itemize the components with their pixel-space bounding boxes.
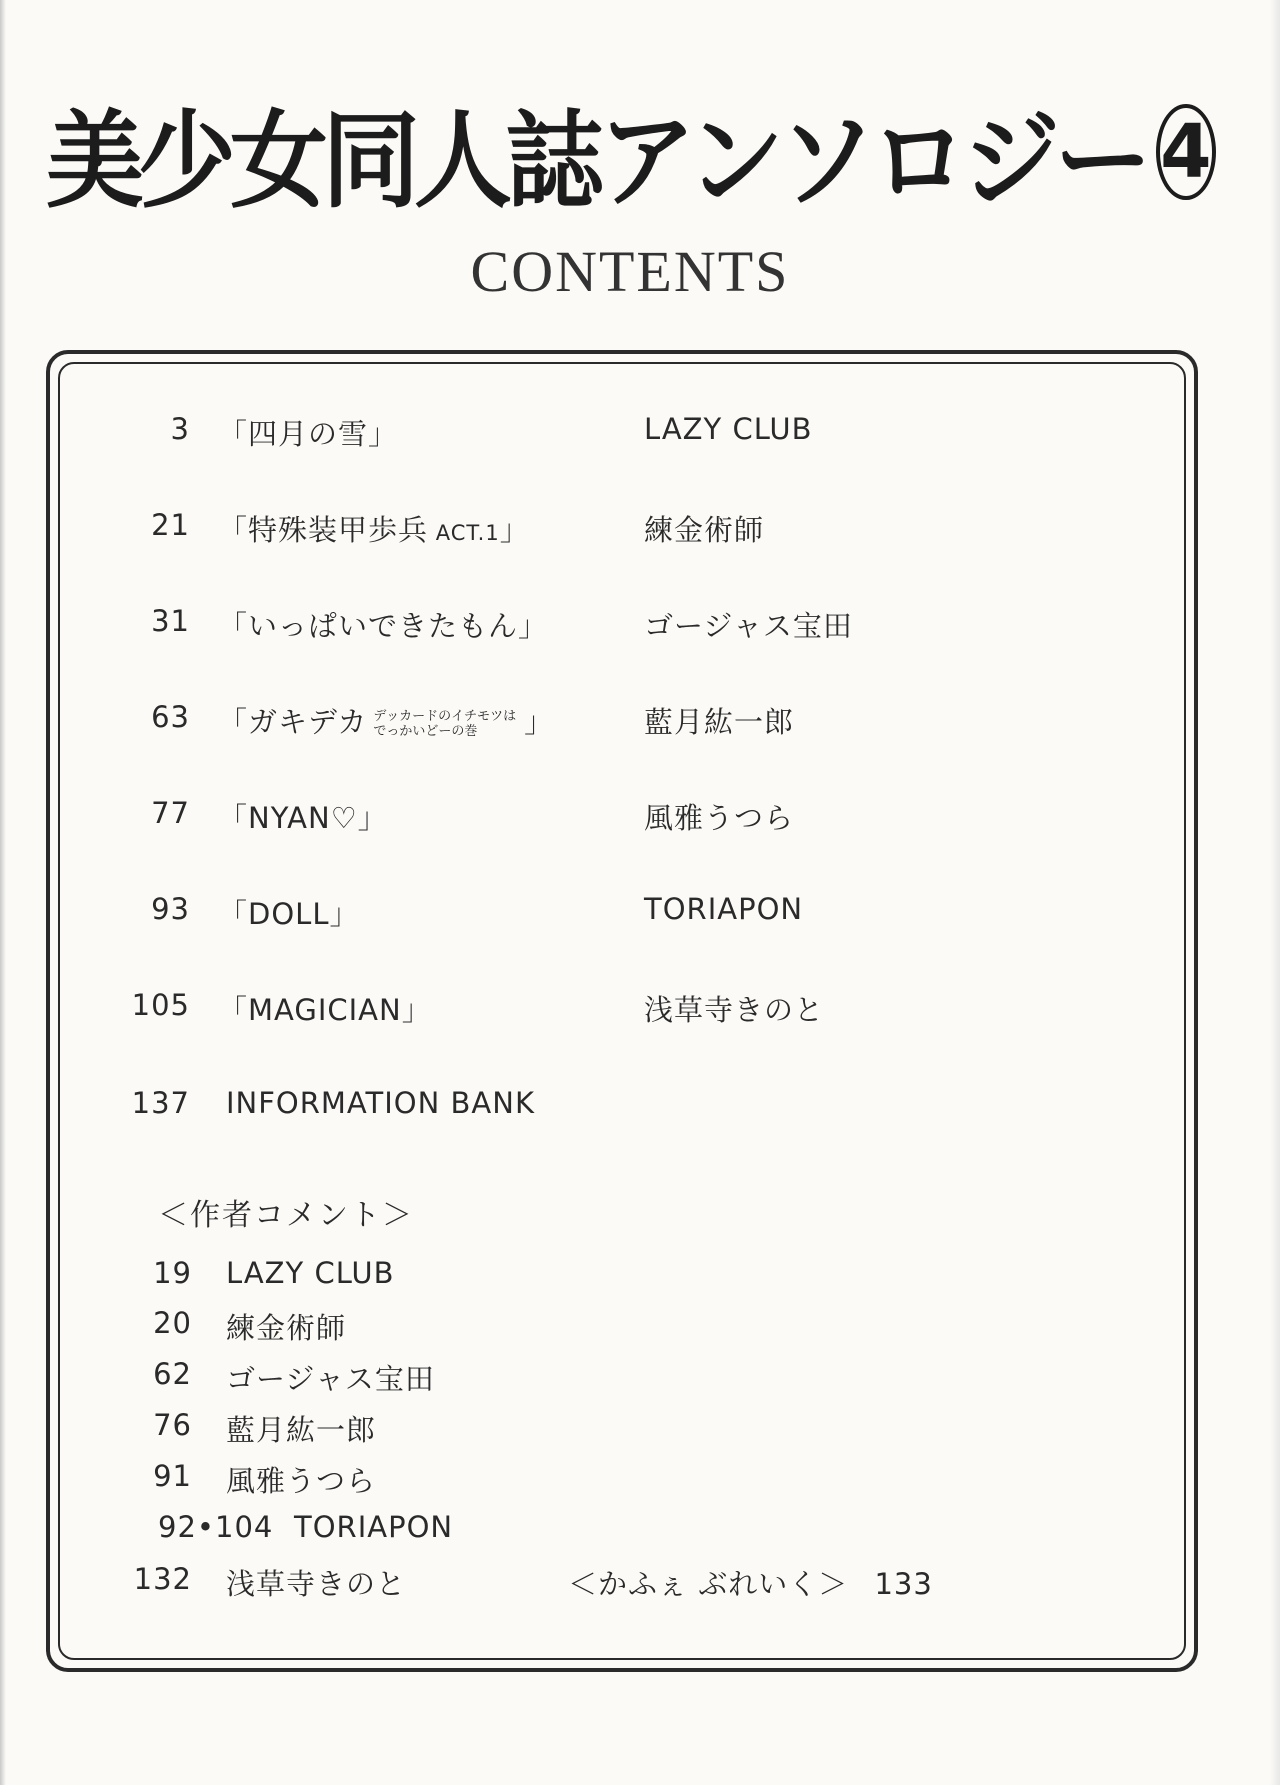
comment-author: 練金術師	[226, 1311, 347, 1345]
comment-page-number: 20	[153, 1306, 192, 1340]
toc-page-number: 63	[151, 700, 190, 734]
toc-row	[0, 700, 1280, 750]
toc-author: ゴージャス宝田	[644, 609, 853, 643]
cafe-break-page-number: 133	[874, 1567, 933, 1601]
comment-row	[0, 1510, 1280, 1554]
toc-title-close: 」	[499, 513, 530, 547]
comment-author: 藍月紘一郎	[226, 1413, 377, 1447]
toc-page-number: 3	[170, 412, 190, 446]
toc-row	[0, 1086, 1280, 1136]
comment-row	[0, 1459, 1280, 1503]
comment-row	[0, 1256, 1280, 1300]
toc-row	[0, 604, 1280, 654]
comment-author: LAZY CLUB	[226, 1256, 395, 1290]
book-title	[46, 92, 1212, 223]
comment-author: 浅草寺きのと	[226, 1567, 407, 1601]
toc-title: 「MAGICIAN」	[218, 993, 432, 1027]
toc-title-main: 「特殊装甲歩兵	[218, 513, 429, 547]
toc-page-number: 105	[131, 988, 190, 1022]
toc-title: 「NYAN♡」	[218, 801, 388, 835]
toc-subtitle-line: デッカードのイチモツは	[373, 709, 517, 724]
toc-author: 浅草寺きのと	[644, 993, 825, 1027]
toc-page-number: 31	[151, 604, 190, 638]
comment-page-number: 132	[133, 1562, 192, 1596]
author-comments-heading: ＜作者コメント＞	[158, 1198, 414, 1233]
comment-row	[0, 1306, 1280, 1350]
volume-number-badge: 4	[1156, 104, 1216, 200]
toc-page-number: 21	[151, 508, 190, 542]
toc-title	[218, 508, 530, 549]
toc-page-number: 137	[131, 1086, 190, 1120]
book-title-text: 美少女同人誌アンソロジー	[46, 99, 1147, 223]
toc-title: INFORMATION BANK	[226, 1086, 535, 1120]
toc-title: 「四月の雪」	[218, 417, 399, 451]
comment-author: 風雅うつら	[226, 1464, 377, 1498]
comment-page-number: 62	[153, 1357, 192, 1391]
comment-row	[0, 1408, 1280, 1452]
cafe-break-label: ＜かふぇ ぶれいく＞	[568, 1567, 849, 1601]
toc-row	[0, 508, 1280, 558]
comment-author: ゴージャス宝田	[226, 1362, 435, 1396]
toc-page-number: 93	[151, 892, 190, 926]
comment-page-number: 76	[153, 1408, 192, 1442]
toc-title	[218, 700, 554, 741]
comment-page-number: 92•104	[158, 1510, 274, 1544]
cafe-break-entry	[568, 1562, 933, 1603]
toc-row	[0, 892, 1280, 942]
comment-page-number: 19	[153, 1256, 192, 1290]
toc-title-small: ACT.1	[428, 521, 500, 545]
toc-author: 藍月紘一郎	[644, 705, 795, 739]
toc-row	[0, 412, 1280, 462]
toc-title: 「DOLL」	[218, 897, 360, 931]
comment-author: TORIAPON	[294, 1510, 454, 1544]
toc-author: 練金術師	[644, 513, 765, 547]
comment-page-number: 91	[153, 1459, 192, 1493]
toc-author: LAZY CLUB	[644, 412, 813, 446]
toc-page-number: 77	[151, 796, 190, 830]
toc-row	[0, 988, 1280, 1038]
toc-author: 風雅うつら	[644, 801, 795, 835]
toc-title-main: 「ガキデカ	[218, 705, 368, 739]
toc-subtitle	[373, 709, 516, 739]
toc-subtitle-line: でっかいどーの巻	[373, 724, 478, 739]
contents-heading: CONTENTS	[470, 239, 790, 304]
toc-title-close: 」	[524, 705, 555, 739]
comment-row	[0, 1357, 1280, 1401]
toc-row	[0, 796, 1280, 846]
toc-title: 「いっぱいできたもん」	[218, 609, 549, 643]
toc-author: TORIAPON	[644, 892, 804, 926]
